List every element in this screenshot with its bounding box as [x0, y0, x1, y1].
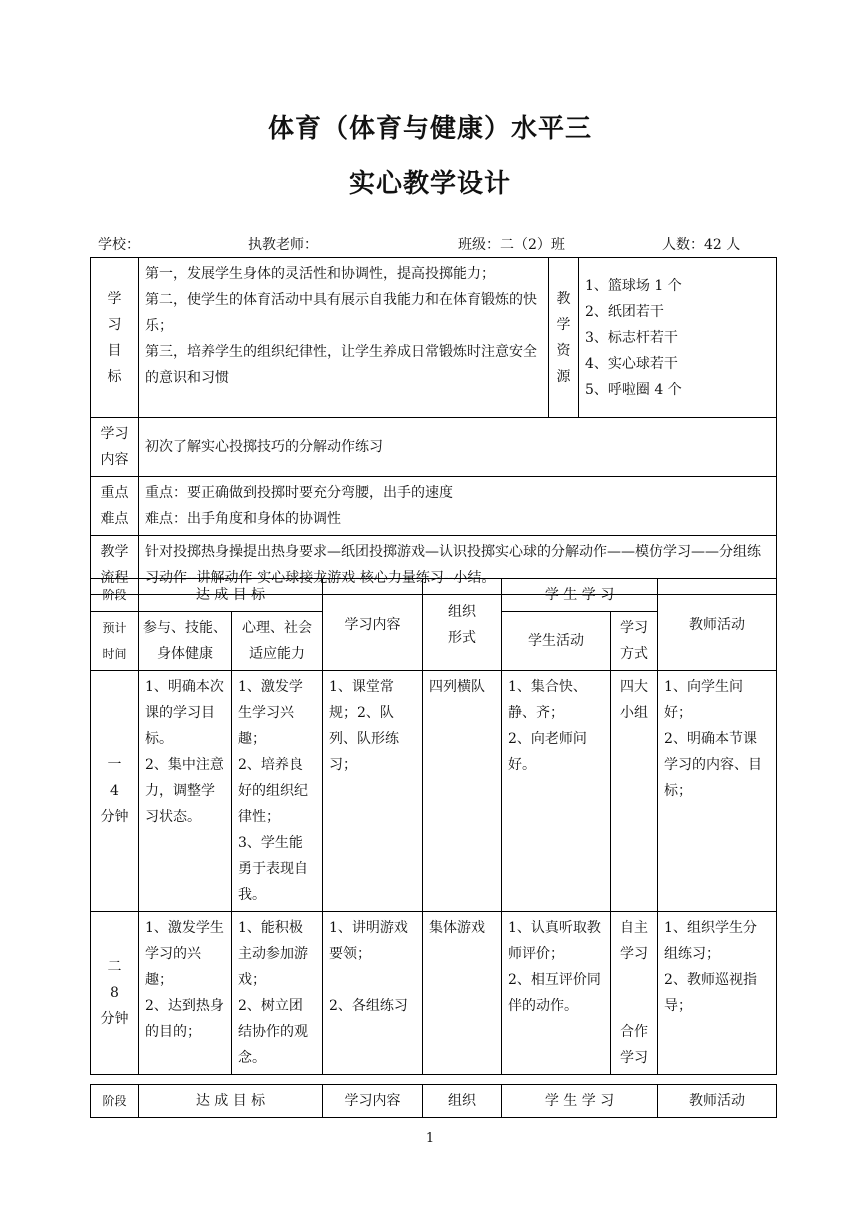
page-number: 1: [425, 1131, 435, 1146]
stage-cell: 一 4 分钟: [91, 671, 139, 912]
table-row: [91, 912, 777, 1075]
resources-label: 教 学 资 源: [549, 258, 579, 418]
process-text: 针对投掷热身操提出热身要求—纸团投掷游戏—认识投掷实心球的分解动作——模仿学习——分组练习动作--讲解动作-实心球接龙游戏-核心力量练习--小结。: [139, 536, 777, 595]
lesson-overview-table: [90, 257, 777, 595]
goal-group-header: 达 成 目 标: [139, 1085, 323, 1118]
count-field: 人数：42 人: [662, 237, 741, 253]
goal-b-header: 心理、社会 适应能力: [232, 612, 323, 671]
org-cell: 四列横队: [423, 671, 502, 912]
activity-cell: 1、集合快、静、齐； 2、向老师问好。: [502, 671, 611, 912]
goal-b-cell: 1、能积极主动参加游戏； 2、树立团结协作的观念。: [232, 912, 323, 1075]
teacher-header: 教师活动: [658, 1085, 777, 1118]
resources-text: 1、篮球场 1 个 2、纸团若干 3、标志杆若干 4、实心球若干 5、呼啦圈 4 个: [579, 258, 777, 418]
goal-b-cell: 1、激发学生学习兴趣； 2、培养良好的组织纪律性； 3、学生能勇于表现自我。: [232, 671, 323, 912]
student-group-header: 学 生 学 习: [502, 1085, 658, 1118]
method-header: 学习 方式: [611, 612, 658, 671]
key-points-text: 重点：要正确做到投掷时要充分弯腰，出手的速度 难点：出手角度和身体的协调性: [139, 477, 777, 536]
content-header: 学习内容: [323, 1085, 423, 1118]
activity-cell: 1、认真听取教师评价； 2、相互评价同伴的动作。: [502, 912, 611, 1075]
org-cell: 集体游戏: [423, 912, 502, 1075]
continuation-table: [90, 1084, 777, 1118]
key-points-label: 重点 难点: [91, 477, 139, 536]
teacher-header: 教师活动: [658, 579, 777, 671]
student-group-header: 学 生 学 习: [502, 579, 658, 612]
teacher-cell: 1、组织学生分组练习； 2、教师巡视指导；: [658, 912, 777, 1075]
teacher-cell: 1、向学生问好； 2、明确本节课学习的内容、目标；: [658, 671, 777, 912]
stage-cell: 二 8 分钟: [91, 912, 139, 1075]
table-row: [91, 671, 777, 912]
document-subtitle: 实心教学设计: [348, 169, 511, 199]
goal-a-cell: 1、激发学生学习的兴趣； 2、达到热身的目的；: [139, 912, 232, 1075]
content-label: 学习 内容: [91, 418, 139, 477]
time-header: 预计 时间: [91, 612, 139, 671]
content-cell: 1、课堂常规；2、队列、队形练习；: [323, 671, 423, 912]
content-cell: 1、讲明游戏要领； 2、各组练习: [323, 912, 423, 1075]
process-label: 教学 流程: [91, 536, 139, 595]
goal-a-cell: 1、明确本次课的学习目标。 2、集中注意力，调整学习状态。: [139, 671, 232, 912]
method-cell: 自主 学习 合作 学习: [611, 912, 658, 1075]
student-activity-header: 学生活动: [502, 612, 611, 671]
org-header: 组织: [423, 1085, 502, 1118]
activity-table: [90, 578, 777, 1075]
content-text: 初次了解实心投掷技巧的分解动作练习: [139, 418, 777, 477]
class-field: 班级：二（2）班: [458, 237, 565, 253]
content-header: 学习内容: [323, 579, 423, 671]
stage-header: 阶段: [91, 1085, 139, 1118]
goal-group-header: 达 成 目 标: [139, 579, 323, 612]
stage-header: 阶段: [91, 579, 139, 612]
org-header: 组织 形式: [423, 579, 502, 671]
goal-a-header: 参与、技能、 身体健康: [139, 612, 232, 671]
school-field: 学校：: [98, 237, 140, 253]
teacher-field: 执教老师：: [248, 237, 318, 253]
goals-text: 第一，发展学生身体的灵活性和协调性，提高投掷能力； 第二，使学生的体育活动中具有展示自我能力和在体育锻炼的快乐； 第三，培养学生的组织纪律性，让学生养成日常锻炼时注意安全的意识和习惯: [139, 258, 549, 418]
document-title: 体育（体育与健康）水平三: [267, 114, 592, 144]
method-cell: 四大 小组: [611, 671, 658, 912]
goals-label: 学 习 目 标: [91, 258, 139, 418]
